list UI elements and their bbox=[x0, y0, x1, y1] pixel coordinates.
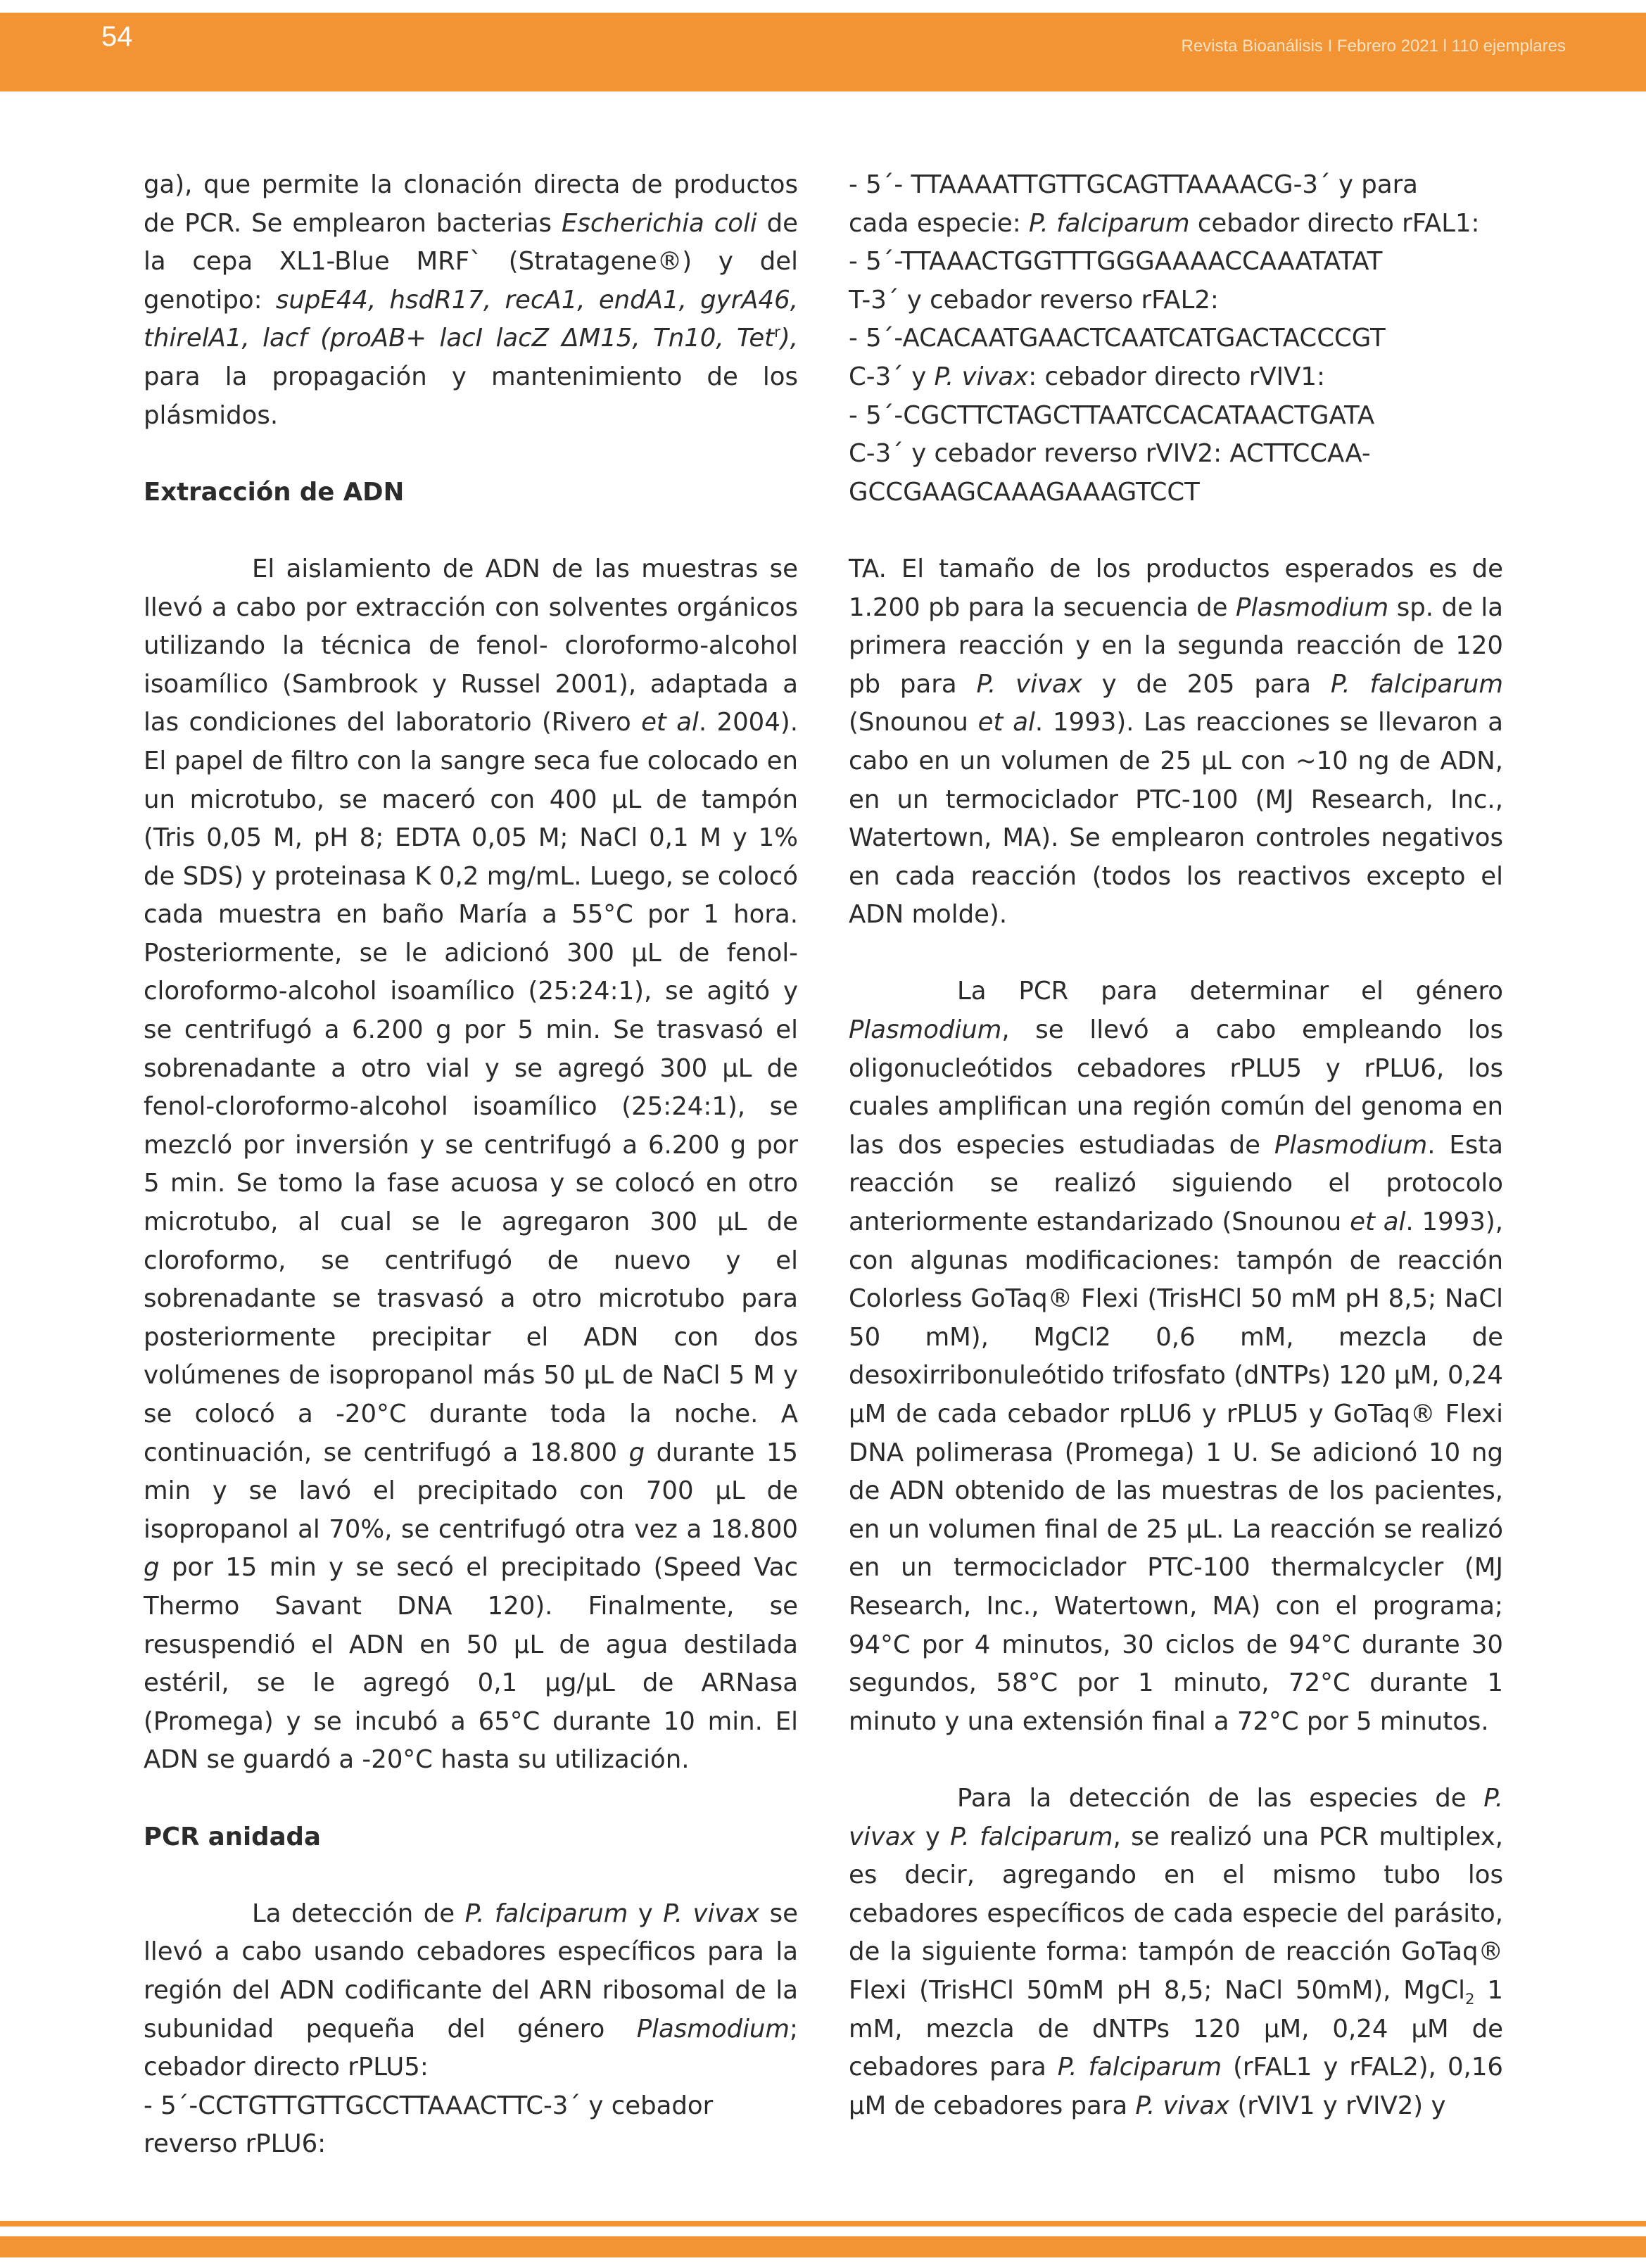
primer-line: reverso rPLU6: bbox=[144, 2129, 327, 2159]
running-head: Revista Bioanálisis I Febrero 2021 l 110 ejemplares bbox=[1181, 37, 1566, 56]
section-heading-pcr-anidada: PCR anidada bbox=[144, 1822, 321, 1851]
paragraph-pcr-multiplex: Para la detección de las especies de P. vivax y P. falciparum, se realizó una PCR multiplex, es decir, agregando en el mismo tubo los cebadores específicos de cada especie del parásito, de la siguiente forma: tampón de reacción GoTaq® Flexi (TrisHCl 50mM pH 8,5; NaCl 50mM), MgCl$_2$ 1 mM, mezcla de dNTPs 120 µM, 0,24 µM de cebadores para P. falciparum (rFAL1 y rFAL2), 0,16 µM de cebadores para P. vivax (rVIV1 y rVIV2) y bbox=[849, 1783, 1503, 2120]
primer-line: - 5´-CCTGTTGTTGCCTTAAACTTC-3´ y cebador bbox=[144, 2091, 714, 2120]
primer-list bbox=[849, 166, 1503, 512]
primer-line: - 5´-TTAAACTGGTTTGGGAAAACCAAATATAT bbox=[849, 247, 1383, 277]
footer-bar bbox=[0, 2236, 1646, 2257]
primer-line: C-3´ y P. vivax: cebador directo rVIV1: bbox=[849, 362, 1325, 391]
primer-line: GCCGAAGCAAAGAAAGTCCT bbox=[849, 477, 1200, 507]
paragraph-deteccion: La detección de P. falciparum y P. vivax se llevó a cabo usando cebadores específicos para la región del ADN codificante del ARN ribosomal de la subunidad pequeña del género Plasmodium; cebador directo rPLU5: bbox=[144, 1899, 798, 2082]
paragraph-bacteria: ga), que permite la clonación directa de productos de PCR. Se emplearon bacterias Escherichia coli de la cepa XL1-Blue MRF` (Stratagene®) y del genotipo: supE44, hsdR17, recA1, endA1, gyrA46, thirelA1, lacf (proAB+ lacI lacZ ΔM15, Tn10, Tet$^r$), para la propagación y mantenimiento de los plásmidos. bbox=[144, 170, 798, 430]
page-number: 54 bbox=[101, 21, 133, 52]
primer-line: - 5´-ACACAATGAACTCAATCATGACTACCCGT bbox=[849, 324, 1386, 353]
right-column bbox=[849, 166, 1503, 2125]
primer-line: cada especie: P. falciparum cebador directo rFAL1: bbox=[849, 208, 1480, 238]
paragraph-tamano-productos: TA. El tamaño de los productos esperados es de 1.200 pb para la secuencia de Plasmodium sp. de la primera reacción y en la segunda reacción de 120 pb para P. vivax y de 205 para P. falciparum (Snounou et al. 1993). Las reacciones se llevaron a cabo en un volumen de 25 µL con ~10 ng de ADN, en un termociclador PTC-100 (MJ Research, Inc., Watertown, MA). Se emplearon controles negativos en cada reacción (todos los reactivos excepto el ADN molde). bbox=[849, 554, 1503, 930]
paragraph-extraccion: El aislamiento de ADN de las muestras se llevó a cabo por extracción con solventes orgánicos utilizando la técnica de fenol- cloroformo-alcohol isoamílico (Sambrook y Russel 2001), adaptada a las condiciones del laboratorio (Rivero et al. 2004). El papel de filtro con la sangre seca fue colocado en un microtubo, se maceró con 400 µL de tampón (Tris 0,05 M, pH 8; EDTA 0,05 M; NaCl 0,1 M y 1% de SDS) y proteinasa K 0,2 mg/mL. Luego, se colocó cada muestra en baño María a 55°C por 1 hora. Posteriormente, se le adicionó 300 µL de fenol- cloroformo-alcohol isoamílico (25:24:1), se agitó y se centrifugó a 6.200 g por 5 min. Se trasvasó el sobrenadante a otro vial y se agregó 300 µL de fenol-cloroformo-alcohol isoamílico (25:24:1), se mezcló por inversión y se centrifugó a 6.200 g por 5 min. Se tomo la fase acuosa y se colocó en otro microtubo, al cual se le agregaron 300 µL de cloroformo, se centrifugó de nuevo y el sobrenadante se trasvasó a otro microtubo para posteriormente precipitar el ADN con dos volúmenes de isopropanol más 50 µL de NaCl 5 M y se colocó a -20°C durante toda la noche. A continuación, se centrifugó a 18.800 g durante 15 min y se lavó el precipitado con 700 µL de isopropanol al 70%, se centrifugó otra vez a 18.800 g por 15 min y se secó el precipitado (Speed Vac Thermo Savant DNA 120). Finalmente, se resuspendió el ADN en 50 µL de agua destilada estéril, se le agregó 0,1 µg/µL de ARNasa (Promega) y se incubó a 65°C durante 10 min. El ADN se guardó a -20°C hasta su utilización. bbox=[144, 554, 798, 1775]
primer-line: - 5´-CGCTTCTAGCTTAATCCACATAACTGATA bbox=[849, 400, 1375, 430]
section-heading-extraccion: Extracción de ADN bbox=[144, 477, 405, 507]
footer-rule bbox=[0, 2221, 1646, 2226]
primer-line: C-3´ y cebador reverso rVIV2: ACTTCCAA- bbox=[849, 439, 1371, 469]
primer-line: - 5´- TTAAAATTGTTGCAGTTAAAACG-3´ y para bbox=[849, 170, 1418, 199]
left-column bbox=[144, 166, 798, 2164]
primer-line: T-3´ y cebador reverso rFAL2: bbox=[849, 285, 1219, 315]
paragraph-pcr-genero: La PCR para determinar el género Plasmodium, se llevó a cabo empleando los oligonucleótidos cebadores rPLU5 y rPLU6, los cuales amplifican una región común del genoma en las dos especies estudiadas de Plasmodium. Esta reacción se realizó siguiendo el protocolo anteriormente estandarizado (Snounou et al. 1993), con algunas modificaciones: tampón de reacción Colorless GoTaq® Flexi (TrisHCl 50 mM pH 8,5; NaCl 50 mM), MgCl2 0,6 mM, mezcla de desoxirribonuleótido trifosfato (dNTPs) 120 µM, 0,24 µM de cada cebador rpLU6 y rPLU5 y GoTaq® Flexi DNA polimerasa (Promega) 1 U. Se adicionó 10 ng de ADN obtenido de las muestras de los pacientes, en un volumen final de 25 µL. La reacción se realizó en un termociclador PTC-100 thermalcycler (MJ Research, Inc., Watertown, MA) con el programa; 94°C por 4 minutos, 30 ciclos de 94°C durante 30 segundos, 58°C por 1 minuto, 72°C durante 1 minuto y una extensión final a 72°C por 5 minutos. bbox=[849, 977, 1503, 1736]
